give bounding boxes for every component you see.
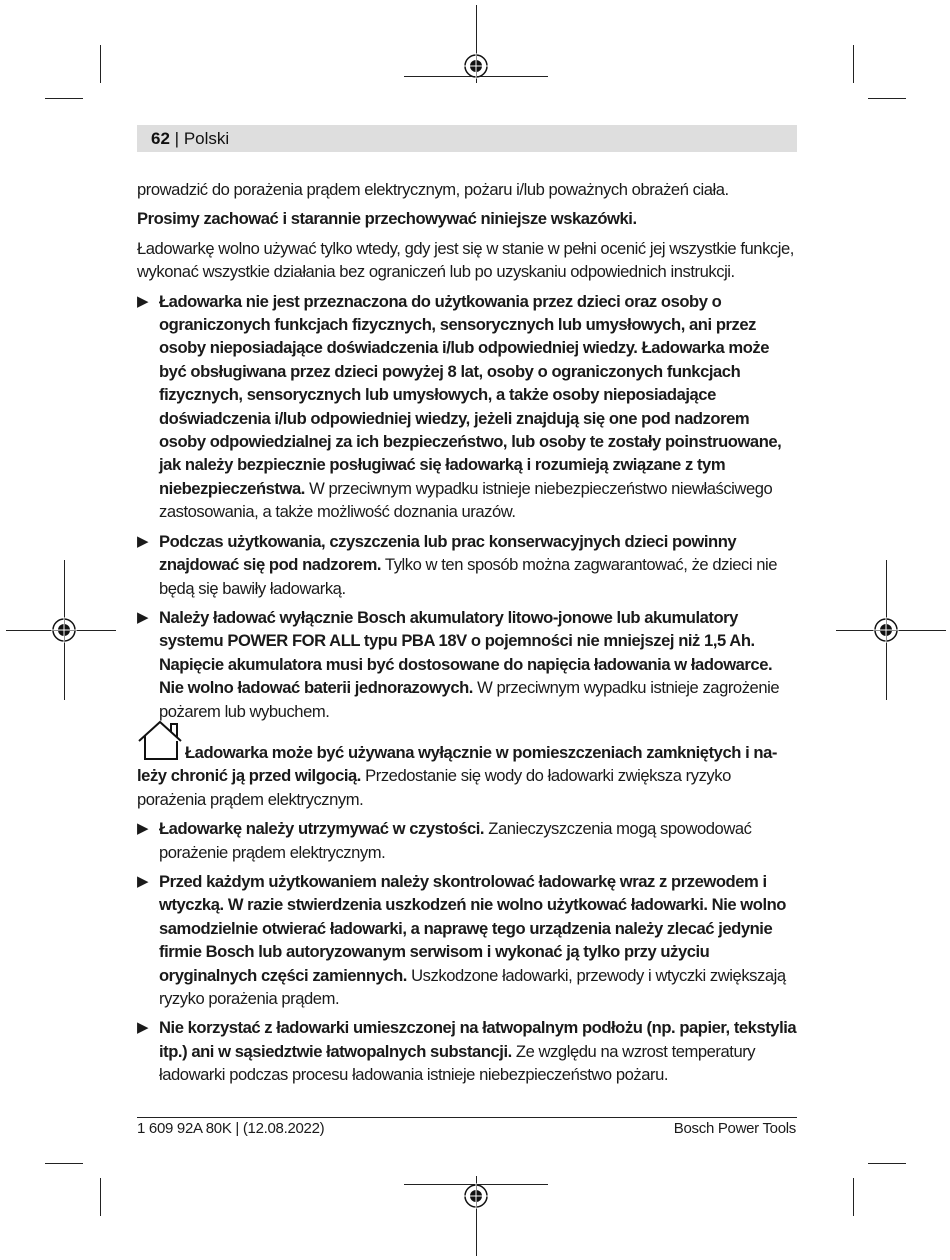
usage-paragraph: Ładowarkę wolno używać tylko wtedy, gdy jest się w stanie w pełni ocenić jej wszystkie funkcje, wykonać wszystkie działania bez ograniczeń lub po uzyskaniu odpowiednich instrukcji. bbox=[137, 238, 794, 282]
crop-mark bbox=[45, 1163, 83, 1164]
indoor-warning-bold-second: leży chronić ją przed wilgocią. bbox=[137, 766, 361, 786]
crop-mark bbox=[853, 1178, 854, 1216]
warning-text: Tylko w ten sposób można zagwarantować, że dzieci nie będą się bawiły ładowarką. bbox=[159, 555, 778, 598]
warning-bold-text: Nie korzystać z ładowarki umieszczonej na łatwopalnym podłożu (np. papier, tekstylia itp.) ani w sąsiedztwie łatwopalnych substancji. bbox=[159, 1018, 797, 1061]
header-language: Polski bbox=[183, 129, 230, 148]
indoor-warning-bold-first: Ładowarka może być używana wyłącznie w pomieszczeniach zamkniętych i na- bbox=[185, 742, 777, 762]
crop-mark bbox=[868, 1163, 906, 1164]
bullet-triangle-icon: ▶ bbox=[137, 872, 149, 890]
crop-mark bbox=[100, 1178, 101, 1216]
warning-text: Zanieczyszczenia mogą spowodować porażenie prądem elektrycznym. bbox=[159, 819, 752, 862]
keep-instructions-heading: Prosimy zachować i starannie przechowywać niniejsze wskazówki. bbox=[137, 209, 637, 229]
list-item bbox=[137, 290, 799, 524]
page-header bbox=[137, 125, 797, 152]
registration-mark-icon bbox=[873, 617, 899, 643]
footer-brand: Bosch Power Tools bbox=[673, 1120, 796, 1137]
bullet-triangle-icon: ▶ bbox=[137, 532, 149, 550]
header-separator: | bbox=[174, 129, 180, 148]
list-item bbox=[137, 1016, 799, 1086]
page-content bbox=[137, 178, 799, 1093]
warning-bold-text: Należy ładować wyłącznie Bosch akumulatory litowo-jonowe lub akumulatory systemu POWER FOR ALL typu PBA 18V o pojemności nie mniejszej niż 1,5 Ah. Napięcie akumulatora musi być dostosowane do napięcia ładowania w ładowarce. Nie wolno ładować baterii jednorazowych. bbox=[159, 607, 773, 698]
list-item bbox=[137, 817, 799, 864]
bullet-triangle-icon: ▶ bbox=[137, 1019, 149, 1037]
indoor-warning-text: Przedostanie się wody do ładowarki zwiększa ryzyko porażenia prądem elektrycznym. bbox=[137, 766, 731, 809]
indoor-use-house-icon bbox=[137, 719, 183, 763]
footer-divider bbox=[137, 1117, 797, 1118]
registration-mark-icon bbox=[51, 617, 77, 643]
intro-line: prowadzić do porażenia prądem elektrycznym, pożaru i/lub poważnych obrażeń ciała. bbox=[137, 180, 729, 199]
warning-text: Ze względu na wzrost temperatury ładowarki podczas procesu ładowania istnieje niebezpieczeństwo pożaru. bbox=[159, 1041, 756, 1085]
warning-text: Uszkodzone ładowarki, przewody i wtyczki zwiększają ryzyko porażenia prądem. bbox=[159, 965, 786, 1008]
crop-mark bbox=[868, 98, 906, 99]
registration-mark-icon bbox=[463, 53, 489, 79]
warning-bold-text: Ładowarka nie jest przeznaczona do użytkowania przez dzieci oraz osoby o ograniczonych funkcjach fizycznych, sensorycznych lub umysłowych, ani przez osoby nieposiadające doświadczenia i/lub odpowiedniej wiedzy. Ładowarka może być obsługiwana przez dzieci powyżej 8 lat, osoby o ograniczonych funkcjach fizycznych, sensorycznych lub umysłowych, a także osoby nieposiadające doświadczenia i/lub odpowiedniej wiedzy, jeżeli znajdują się one pod nadzorem osoby odpowiedzialnej za ich bezpieczeństwo, lub osoby te zostały poinstruowane, jak należy bezpiecznie posługiwać się ładowarką i rozumieją związane z tym niebezpieczeństwa. bbox=[159, 291, 782, 498]
registration-mark-icon bbox=[463, 1183, 489, 1209]
warning-bold-text: Ładowarkę należy utrzymywać w czystości. bbox=[159, 819, 485, 839]
crop-mark bbox=[853, 45, 854, 83]
bullet-triangle-icon: ▶ bbox=[137, 820, 149, 838]
bullet-triangle-icon: ▶ bbox=[137, 292, 149, 310]
crop-mark bbox=[45, 98, 83, 99]
list-item bbox=[137, 530, 799, 600]
warning-text: W przeciwnym wypadku istnieje zagrożenie pożarem lub wybuchem. bbox=[159, 678, 780, 721]
footer-doc-number: 1 609 92A 80K | (12.08.2022) bbox=[137, 1120, 325, 1137]
list-item bbox=[137, 870, 799, 1010]
page-number: 62 bbox=[151, 129, 170, 148]
warning-bold-text: Podczas użytkowania, czyszczenia lub prac konserwacyjnych dzieci powinny znajdować się pod nadzorem. bbox=[159, 531, 737, 575]
crop-mark bbox=[100, 45, 101, 83]
warning-text: W przeciwnym wypadku istnieje niebezpieczeństwo niewłaściwego zastosowania, a także możliwość doznania urazów. bbox=[159, 478, 773, 522]
indoor-warning bbox=[137, 741, 799, 811]
bullet-triangle-icon: ▶ bbox=[137, 608, 149, 626]
list-item bbox=[137, 606, 799, 723]
warning-bold-text: Przed każdym użytkowaniem należy skontrolować ładowarkę wraz z przewodem i wtyczką. W razie stwierdzenia uszkodzeń nie wolno użytkować ładowarki. Nie wolno samodzielnie otwierać ładowarki, a naprawę tego urządzenia należy zlecać jedynie firmie Bosch lub autoryzowanym serwisom i wykonać ją tylko przy użyciu oryginalnych części zamiennych. bbox=[159, 871, 786, 985]
